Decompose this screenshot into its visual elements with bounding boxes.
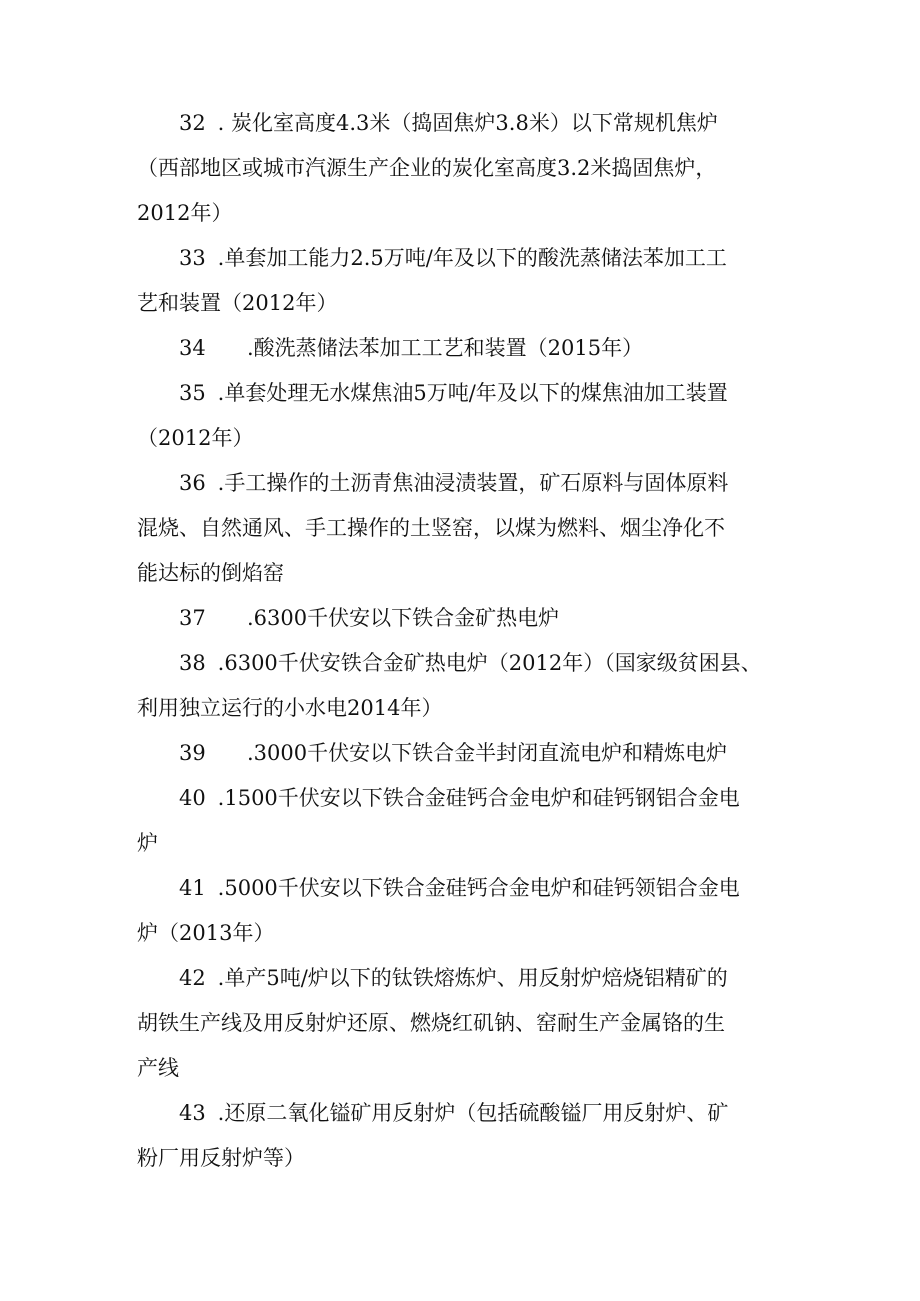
list-item xyxy=(137,371,787,461)
item-first-line xyxy=(137,641,787,686)
item-first-line xyxy=(137,236,787,281)
item-text: .单套加工能力2.5万吨/年及以下的酸洗蒸储法苯加工工 xyxy=(211,246,727,270)
item-text: .还原二氧化镒矿用反射炉（包括硫酸镒厂用反射炉、矿 xyxy=(211,1101,729,1125)
list-item xyxy=(137,731,787,776)
list-item xyxy=(137,956,787,1091)
item-first-line xyxy=(137,776,787,821)
item-text: .单套处理无水煤焦油5万吨/年及以下的煤焦油加工装置 xyxy=(211,381,728,405)
item-text: 艺和装置（2012年） xyxy=(137,291,338,315)
item-number: 34 xyxy=(179,336,206,360)
list-item xyxy=(137,596,787,641)
item-text: .6300千伏安铁合金矿热电炉（2012年）（国家级贫困县、 xyxy=(211,651,762,675)
item-first-line xyxy=(137,1091,787,1136)
item-number: 36 xyxy=(179,471,206,495)
item-number: 40 xyxy=(179,786,206,810)
item-text: . 炭化室高度4.3米（捣固焦炉3.8米）以下常规机焦炉 xyxy=(211,111,718,135)
list-item xyxy=(137,236,787,326)
item-number: 37 xyxy=(179,606,206,630)
item-number: 33 xyxy=(179,246,206,270)
item-text: .6300千伏安以下铁合金矿热电炉 xyxy=(247,606,560,630)
item-text: 混烧、自然通风、手工操作的土竖窑，以煤为燃料、烟尘净化不 xyxy=(137,516,725,540)
list-item xyxy=(137,866,787,956)
item-first-line xyxy=(137,371,787,416)
item-number: 43 xyxy=(179,1101,206,1125)
item-text: .3000千伏安以下铁合金半封闭直流电炉和精炼电炉 xyxy=(247,741,728,765)
list-item xyxy=(137,641,787,731)
item-number: 32 xyxy=(179,111,206,135)
item-text: 2012年） xyxy=(137,201,233,225)
item-first-line xyxy=(137,956,787,1001)
item-first-line xyxy=(137,596,787,641)
item-text: .1500千伏安以下铁合金硅钙合金电炉和硅钙钢铝合金电 xyxy=(211,786,740,810)
item-number: 41 xyxy=(179,876,206,900)
list-item xyxy=(137,776,787,866)
item-first-line xyxy=(137,866,787,911)
item-text: .手工操作的土沥青焦油浸渍装置，矿石原料与固体原料 xyxy=(211,471,729,495)
item-text: （西部地区或城市汽源生产企业的炭化室高度3.2米捣固焦炉， xyxy=(137,156,717,180)
item-text: 利用独立运行的小水电2014年） xyxy=(137,696,443,720)
list-item xyxy=(137,101,787,236)
item-text: 炉 xyxy=(137,831,158,855)
item-text: 粉厂用反射炉等） xyxy=(137,1146,305,1170)
item-text: 产线 xyxy=(137,1056,179,1080)
list-item xyxy=(137,326,787,371)
item-number: 42 xyxy=(179,966,206,990)
list-item xyxy=(137,1091,787,1181)
item-first-line xyxy=(137,101,787,146)
item-first-line xyxy=(137,461,787,506)
item-first-line xyxy=(137,731,787,776)
item-text: 炉（2013年） xyxy=(137,921,275,945)
item-text: .酸洗蒸储法苯加工工艺和装置（2015年） xyxy=(247,336,644,360)
item-text: 能达标的倒焰窑 xyxy=(137,561,284,585)
item-text: .5000千伏安以下铁合金硅钙合金电炉和硅钙领铝合金电 xyxy=(211,876,740,900)
item-first-line xyxy=(137,326,787,371)
item-number: 35 xyxy=(179,381,206,405)
item-text: 胡铁生产线及用反射炉还原、燃烧红矶钠、窑耐生产金属铬的生 xyxy=(137,1011,725,1035)
list-item xyxy=(137,461,787,596)
item-text: .单产5吨/炉以下的钛铁熔炼炉、用反射炉焙烧铝精矿的 xyxy=(211,966,728,990)
item-number: 39 xyxy=(179,741,206,765)
item-text: （2012年） xyxy=(137,426,254,450)
item-number: 38 xyxy=(179,651,206,675)
